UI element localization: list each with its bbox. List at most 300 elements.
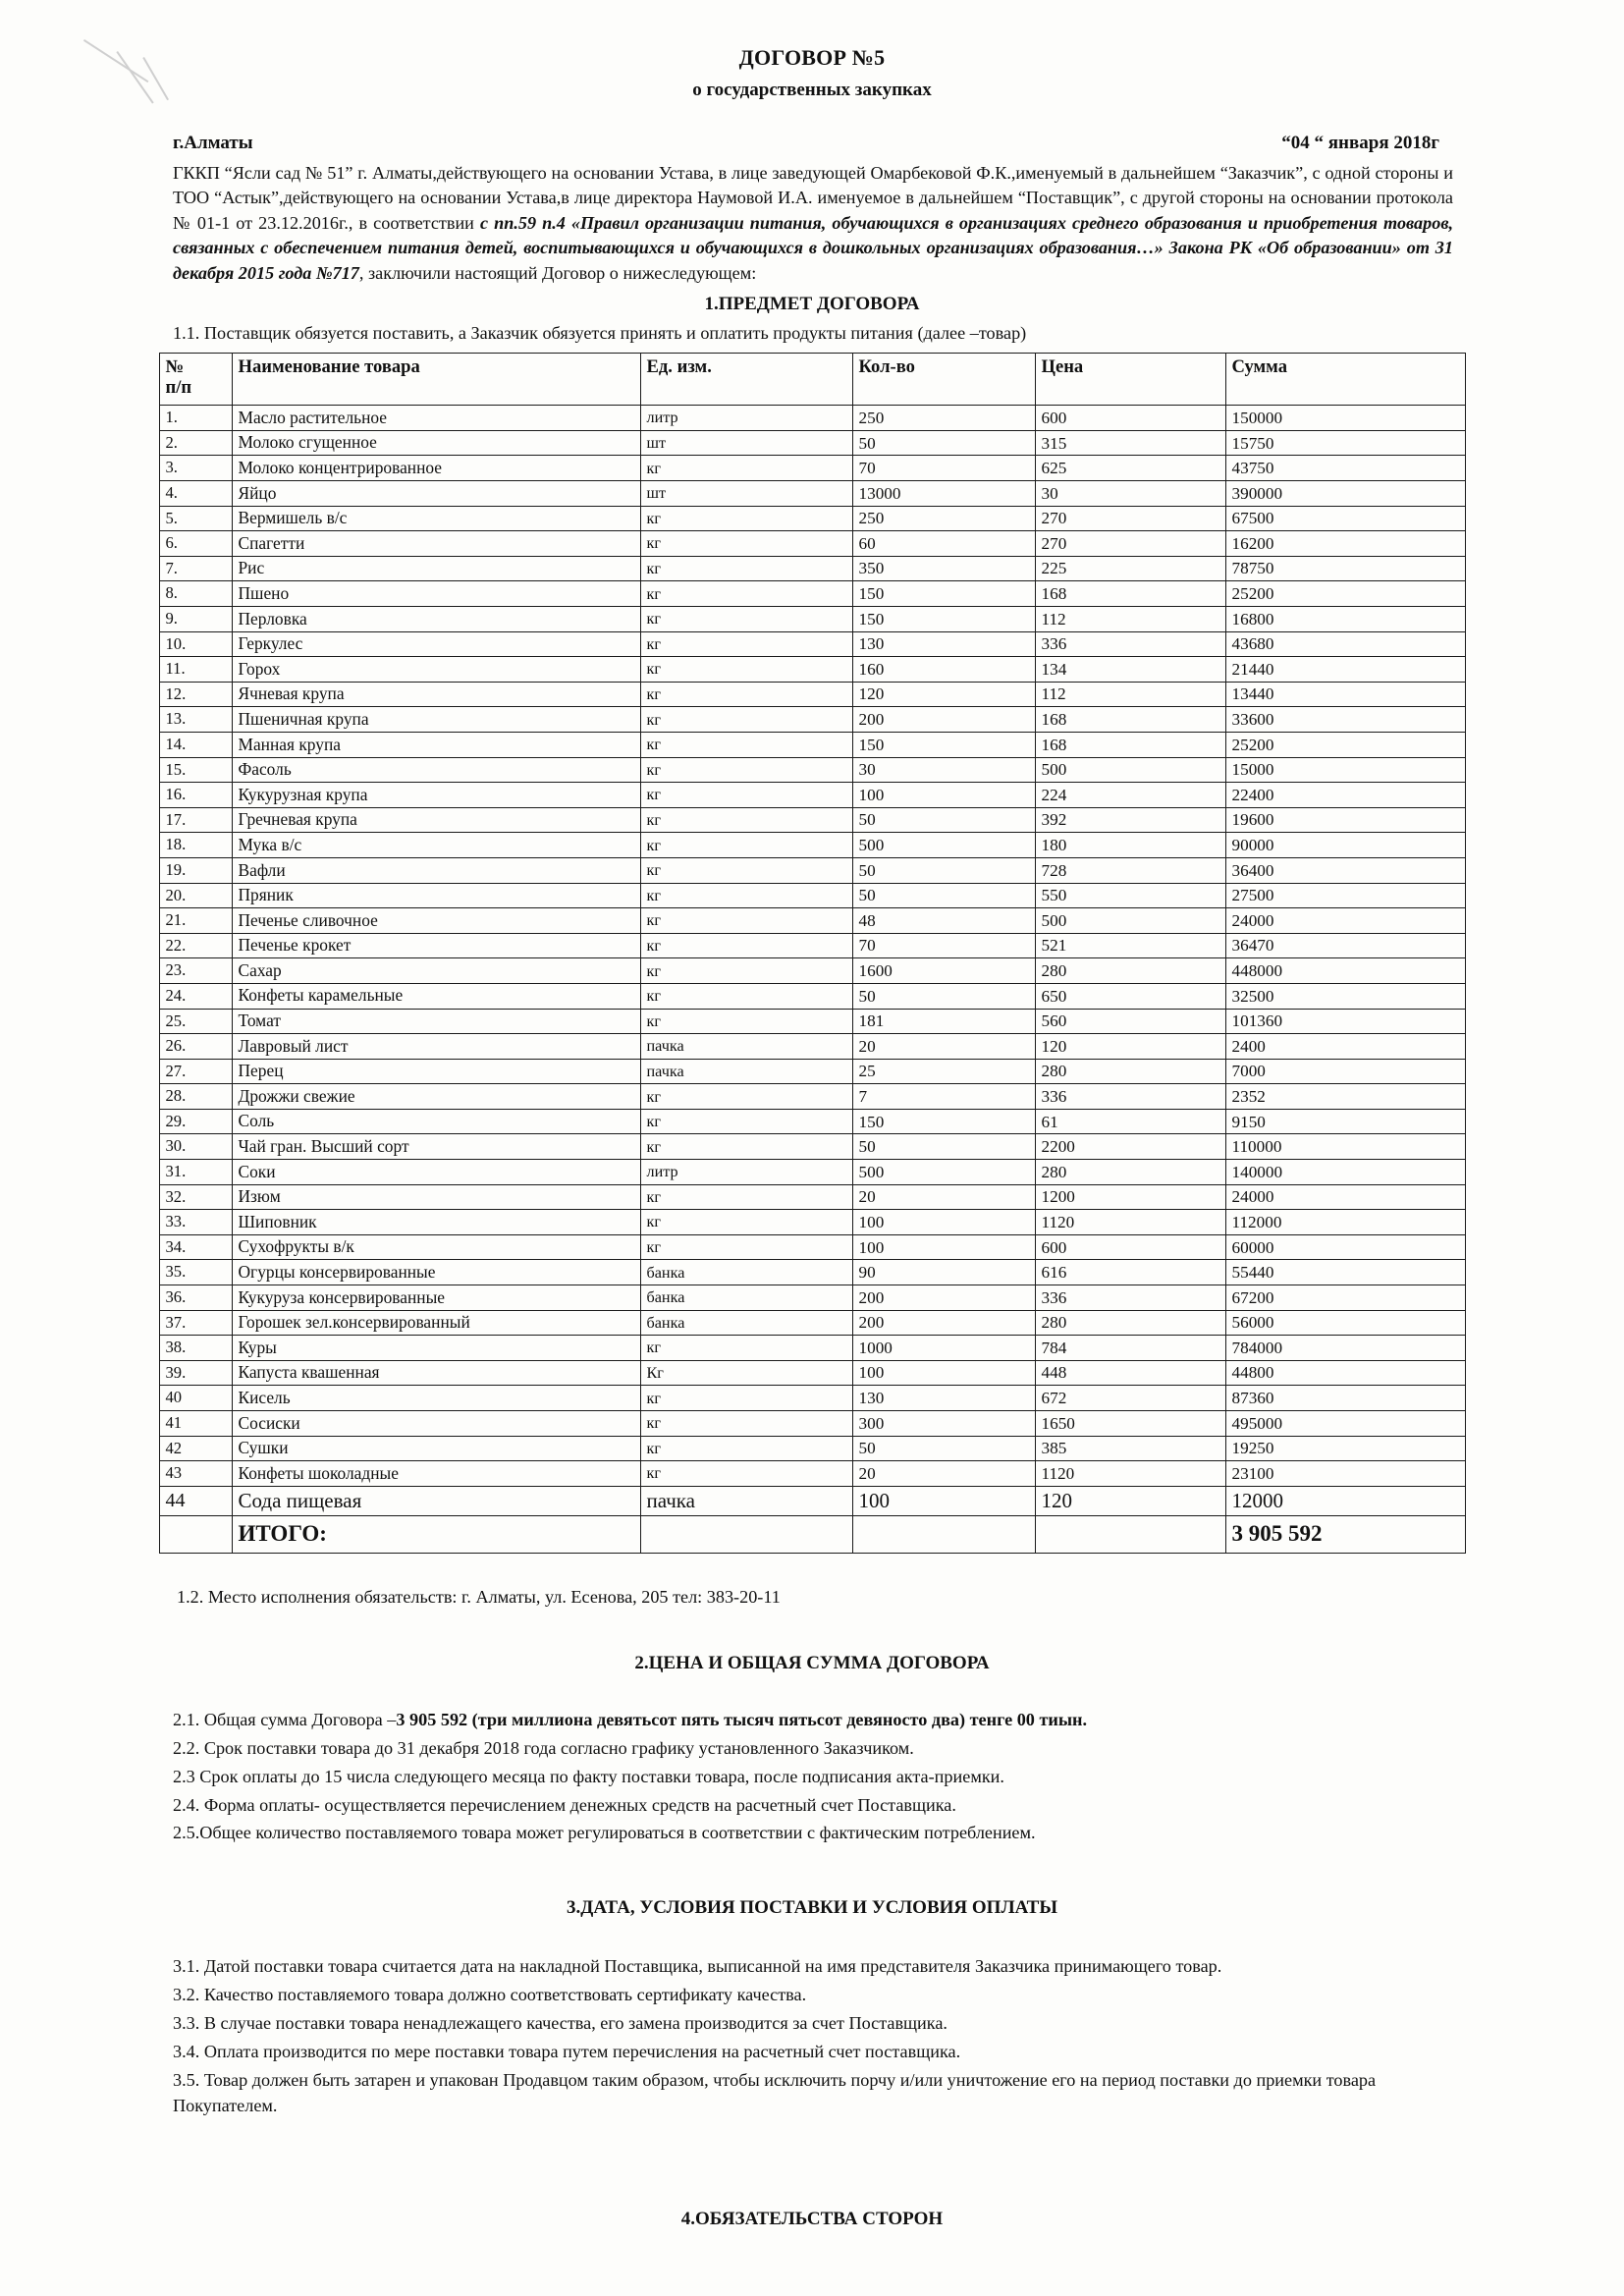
row-sum: 2352 (1225, 1084, 1465, 1110)
row-price: 180 (1035, 833, 1225, 858)
table-row (159, 1486, 1465, 1516)
row-name: Изюм (232, 1184, 640, 1210)
row-unit: кг (640, 1134, 852, 1160)
row-unit: кг (640, 933, 852, 958)
row-sum: 78750 (1225, 556, 1465, 581)
row-unit: кг (640, 682, 852, 707)
row-qty: 100 (852, 1234, 1035, 1260)
row-no: 28. (159, 1084, 232, 1110)
row-no: 27. (159, 1059, 232, 1084)
clause-2-1-prefix: 2.1. Общая сумма Договора – (173, 1710, 397, 1730)
row-unit: кг (640, 1461, 852, 1487)
goods-table (159, 353, 1466, 1554)
row-qty: 250 (852, 406, 1035, 431)
row-price: 168 (1035, 707, 1225, 733)
row-unit: кг (640, 783, 852, 808)
row-price: 280 (1035, 958, 1225, 984)
row-price: 112 (1035, 607, 1225, 632)
row-no: 44 (159, 1486, 232, 1516)
row-no: 16. (159, 783, 232, 808)
row-price: 1120 (1035, 1461, 1225, 1487)
row-sum: 15000 (1225, 757, 1465, 783)
table-row (159, 1360, 1465, 1386)
clause-2-3: 2.3 Срок оплаты до 15 числа следующего месяца по факту поставки товара, после подписания акта-приемки. (173, 1766, 1004, 1786)
row-unit: кг (640, 833, 852, 858)
row-name: Перловка (232, 607, 640, 632)
table-row (159, 933, 1465, 958)
clause-2-1-amount: 3 905 592 (три миллиона девятьсот пять тысяч пятьсот девяносто два) тенге 00 тиын. (396, 1710, 1088, 1730)
section-3-clauses (0, 1954, 1624, 2118)
row-qty: 120 (852, 682, 1035, 707)
table-row (159, 1210, 1465, 1235)
total-empty-unit (640, 1516, 852, 1554)
total-empty-no (159, 1516, 232, 1554)
column-header-name: Наименование товара (232, 354, 640, 406)
row-unit: кг (640, 1109, 852, 1134)
row-qty: 130 (852, 1386, 1035, 1411)
row-unit: банка (640, 1310, 852, 1336)
row-qty: 300 (852, 1411, 1035, 1437)
row-qty: 13000 (852, 481, 1035, 507)
row-unit: кг (640, 732, 852, 757)
row-sum: 24000 (1225, 1184, 1465, 1210)
row-name: Томат (232, 1009, 640, 1034)
row-qty: 60 (852, 531, 1035, 557)
row-name: Сосиски (232, 1411, 640, 1437)
clause-1-2: 1.2. Место исполнения обязательств: г. Алматы, ул. Есенова, 205 тел: 383-20-11 (177, 1587, 781, 1608)
row-no: 3. (159, 456, 232, 481)
table-row (159, 430, 1465, 456)
row-sum: 390000 (1225, 481, 1465, 507)
row-price: 336 (1035, 1084, 1225, 1110)
row-price: 560 (1035, 1009, 1225, 1034)
row-no: 17. (159, 807, 232, 833)
row-price: 168 (1035, 732, 1225, 757)
row-sum: 55440 (1225, 1260, 1465, 1285)
row-name: Фасоль (232, 757, 640, 783)
row-no: 25. (159, 1009, 232, 1034)
table-row (159, 1411, 1465, 1437)
table-row (159, 1134, 1465, 1160)
row-qty: 200 (852, 1285, 1035, 1311)
row-name: Соль (232, 1109, 640, 1134)
row-price: 336 (1035, 631, 1225, 657)
row-unit: кг (640, 707, 852, 733)
clause-2-2: 2.2. Срок поставки товара до 31 декабря 2018 года согласно графику установленного Заказчиком. (173, 1737, 914, 1758)
row-qty: 1600 (852, 958, 1035, 984)
row-qty: 48 (852, 908, 1035, 934)
row-unit: кг (640, 1184, 852, 1210)
table-row (159, 1386, 1465, 1411)
goods-table-body (159, 406, 1465, 1516)
row-sum: 67200 (1225, 1285, 1465, 1311)
clause-2-4: 2.4. Форма оплаты- осуществляется перечислением денежных средств на расчетный счет Поставщика. (173, 1794, 956, 1815)
row-no: 41 (159, 1411, 232, 1437)
table-row (159, 1034, 1465, 1060)
row-price: 134 (1035, 657, 1225, 683)
row-no: 38. (159, 1336, 232, 1361)
row-qty: 7 (852, 1084, 1035, 1110)
table-row (159, 732, 1465, 757)
row-price: 2200 (1035, 1134, 1225, 1160)
row-price: 625 (1035, 456, 1225, 481)
row-sum: 44800 (1225, 1360, 1465, 1386)
row-name: Рис (232, 556, 640, 581)
section-3-heading: 3.ДАТА, УСЛОВИЯ ПОСТАВКИ И УСЛОВИЯ ОПЛАТЫ (567, 1897, 1057, 1919)
row-unit: кг (640, 607, 852, 632)
section-4-heading: 4.ОБЯЗАТЕЛЬСТВА СТОРОН (680, 2209, 944, 2230)
table-row (159, 833, 1465, 858)
intro-text-part1: ГККП “Ясли сад № 51” г. Алматы,действующего на основании Устава, в лице заведующей Омарбековой Ф.К.,именуемый в дальнейшем “Заказчик”, с одной стороны и ТОО “Астык”,действующего на основании Устава,в лице директора Наумовой И.А. именуемое в дальнейшем “Поставщик”, с другой стороны на основании протокола № 01-1 от 23.12.2016г., в соответствии (173, 163, 1453, 233)
row-name: Кисель (232, 1386, 640, 1411)
row-no: 10. (159, 631, 232, 657)
row-no: 2. (159, 430, 232, 456)
row-price: 616 (1035, 1260, 1225, 1285)
column-header-unit: Ед. изм. (640, 354, 852, 406)
row-qty: 350 (852, 556, 1035, 581)
row-price: 120 (1035, 1486, 1225, 1516)
row-price: 500 (1035, 757, 1225, 783)
column-header-price: Цена (1035, 354, 1225, 406)
table-row (159, 1059, 1465, 1084)
table-row (159, 857, 1465, 883)
row-name: Пряник (232, 883, 640, 908)
row-price: 168 (1035, 581, 1225, 607)
row-unit: кг (640, 1084, 852, 1110)
table-row (159, 1234, 1465, 1260)
row-name: Горох (232, 657, 640, 683)
row-name: Конфеты карамельные (232, 983, 640, 1009)
row-no: 29. (159, 1109, 232, 1134)
row-qty: 20 (852, 1184, 1035, 1210)
row-sum: 448000 (1225, 958, 1465, 984)
row-sum: 32500 (1225, 983, 1465, 1009)
section-1-heading: 1.ПРЕДМЕТ ДОГОВОРА (704, 294, 920, 315)
row-qty: 50 (852, 430, 1035, 456)
table-row (159, 556, 1465, 581)
row-unit: кг (640, 883, 852, 908)
title-block (0, 45, 1624, 101)
row-qty: 70 (852, 933, 1035, 958)
table-row (159, 607, 1465, 632)
clause-3-4: 3.4. Оплата производится по мере поставки товара путем перечисления на расчетный счет поставщика. (173, 2041, 961, 2061)
row-sum: 56000 (1225, 1310, 1465, 1336)
row-price: 280 (1035, 1310, 1225, 1336)
row-sum: 19600 (1225, 807, 1465, 833)
table-row (159, 481, 1465, 507)
row-unit: кг (640, 456, 852, 481)
row-sum: 21440 (1225, 657, 1465, 683)
row-no: 14. (159, 732, 232, 757)
row-qty: 90 (852, 1260, 1035, 1285)
row-qty: 100 (852, 1210, 1035, 1235)
row-price: 650 (1035, 983, 1225, 1009)
row-no: 34. (159, 1234, 232, 1260)
row-qty: 200 (852, 1310, 1035, 1336)
row-no: 21. (159, 908, 232, 934)
row-no: 20. (159, 883, 232, 908)
row-name: Пшеничная крупа (232, 707, 640, 733)
row-unit: кг (640, 1210, 852, 1235)
table-row (159, 1461, 1465, 1487)
row-no: 39. (159, 1360, 232, 1386)
row-no: 36. (159, 1285, 232, 1311)
row-sum: 43750 (1225, 456, 1465, 481)
row-price: 600 (1035, 406, 1225, 431)
row-unit: кг (640, 807, 852, 833)
row-unit: кг (640, 556, 852, 581)
row-name: Сушки (232, 1436, 640, 1461)
column-header-sum: Сумма (1225, 354, 1465, 406)
row-price: 112 (1035, 682, 1225, 707)
table-row (159, 456, 1465, 481)
row-price: 392 (1035, 807, 1225, 833)
row-price: 120 (1035, 1034, 1225, 1060)
row-no: 6. (159, 531, 232, 557)
row-name: Вафли (232, 857, 640, 883)
row-sum: 25200 (1225, 732, 1465, 757)
table-header-row (159, 354, 1465, 406)
row-name: Яйцо (232, 481, 640, 507)
table-row (159, 757, 1465, 783)
row-price: 1120 (1035, 1210, 1225, 1235)
row-qty: 200 (852, 707, 1035, 733)
row-qty: 50 (852, 1134, 1035, 1160)
document-title: ДОГОВОР №5 (738, 45, 886, 70)
row-no: 26. (159, 1034, 232, 1060)
row-unit: кг (640, 581, 852, 607)
row-qty: 500 (852, 1160, 1035, 1185)
row-price: 61 (1035, 1109, 1225, 1134)
intro-paragraph (0, 161, 1624, 286)
row-unit: банка (640, 1260, 852, 1285)
intro-text-part2: , заключили настоящий Договор о нижеследующем: (358, 262, 757, 283)
table-row (159, 1285, 1465, 1311)
row-price: 385 (1035, 1436, 1225, 1461)
row-sum: 495000 (1225, 1411, 1465, 1437)
row-no: 4. (159, 481, 232, 507)
row-name: Печенье сливочное (232, 908, 640, 934)
table-row (159, 1336, 1465, 1361)
row-name: Лавровый лист (232, 1034, 640, 1060)
row-no: 42 (159, 1436, 232, 1461)
row-unit: кг (640, 1009, 852, 1034)
row-price: 224 (1035, 783, 1225, 808)
row-sum: 22400 (1225, 783, 1465, 808)
row-no: 22. (159, 933, 232, 958)
row-qty: 30 (852, 757, 1035, 783)
table-row (159, 631, 1465, 657)
row-no: 30. (159, 1134, 232, 1160)
row-qty: 150 (852, 1109, 1035, 1134)
row-qty: 100 (852, 1486, 1035, 1516)
row-sum: 23100 (1225, 1461, 1465, 1487)
row-name: Печенье крокет (232, 933, 640, 958)
row-sum: 9150 (1225, 1109, 1465, 1134)
row-price: 550 (1035, 883, 1225, 908)
total-value: 3 905 592 (1225, 1516, 1465, 1554)
row-name: Пшено (232, 581, 640, 607)
row-name: Сахар (232, 958, 640, 984)
row-no: 7. (159, 556, 232, 581)
row-name: Кукурузная крупа (232, 783, 640, 808)
row-name: Горошек зел.консервированный (232, 1310, 640, 1336)
row-sum: 2400 (1225, 1034, 1465, 1060)
row-price: 315 (1035, 430, 1225, 456)
row-name: Чай гран. Высший сорт (232, 1134, 640, 1160)
row-unit: литр (640, 406, 852, 431)
row-price: 1650 (1035, 1411, 1225, 1437)
row-no: 5. (159, 506, 232, 531)
row-no: 31. (159, 1160, 232, 1185)
row-unit: кг (640, 631, 852, 657)
row-name: Соки (232, 1160, 640, 1185)
row-sum: 24000 (1225, 908, 1465, 934)
clause-3-1: 3.1. Датой поставки товара считается дата на накладной Поставщика, выписанной на имя представителя Заказчика принимающего товар. (173, 1956, 1222, 1977)
row-name: Куры (232, 1336, 640, 1361)
row-sum: 25200 (1225, 581, 1465, 607)
row-sum: 110000 (1225, 1134, 1465, 1160)
row-qty: 50 (852, 807, 1035, 833)
after-table-block (0, 1587, 1624, 1608)
column-header-no (159, 354, 232, 406)
table-row (159, 983, 1465, 1009)
row-sum: 150000 (1225, 406, 1465, 431)
clause-3-2: 3.2. Качество поставляемого товара должно соответствовать сертификату качества. (173, 1985, 807, 2005)
row-no: 18. (159, 833, 232, 858)
row-sum: 36470 (1225, 933, 1465, 958)
row-sum: 33600 (1225, 707, 1465, 733)
row-name: Манная крупа (232, 732, 640, 757)
clause-2-1 (173, 1708, 1451, 1733)
row-price: 672 (1035, 1386, 1225, 1411)
row-name: Молоко концентрированное (232, 456, 640, 481)
row-qty: 50 (852, 1436, 1035, 1461)
row-unit: шт (640, 430, 852, 456)
row-name: Спагетти (232, 531, 640, 557)
row-qty: 150 (852, 732, 1035, 757)
row-price: 500 (1035, 908, 1225, 934)
row-no: 12. (159, 682, 232, 707)
row-no: 8. (159, 581, 232, 607)
row-no: 24. (159, 983, 232, 1009)
row-qty: 100 (852, 783, 1035, 808)
row-qty: 150 (852, 607, 1035, 632)
table-row (159, 707, 1465, 733)
row-no: 35. (159, 1260, 232, 1285)
total-empty-qty (852, 1516, 1035, 1554)
table-row (159, 1109, 1465, 1134)
section-2-heading: 2.ЦЕНА И ОБЩАЯ СУММА ДОГОВОРА (634, 1653, 990, 1674)
row-qty: 50 (852, 857, 1035, 883)
row-sum: 27500 (1225, 883, 1465, 908)
row-name: Капуста квашенная (232, 1360, 640, 1386)
row-no: 33. (159, 1210, 232, 1235)
row-price: 280 (1035, 1059, 1225, 1084)
row-qty: 181 (852, 1009, 1035, 1034)
row-sum: 87360 (1225, 1386, 1465, 1411)
date-label: “04 “ января 2018г (1281, 133, 1439, 153)
row-unit: литр (640, 1160, 852, 1185)
row-no: 9. (159, 607, 232, 632)
row-sum: 60000 (1225, 1234, 1465, 1260)
row-price: 1200 (1035, 1184, 1225, 1210)
row-no: 15. (159, 757, 232, 783)
table-row (159, 1310, 1465, 1336)
row-name: Кукуруза консервированные (232, 1285, 640, 1311)
row-price: 30 (1035, 481, 1225, 507)
table-row (159, 1009, 1465, 1034)
table-row (159, 783, 1465, 808)
row-name: Вермишель в/с (232, 506, 640, 531)
row-price: 521 (1035, 933, 1225, 958)
row-name: Шиповник (232, 1210, 640, 1235)
row-unit: кг (640, 506, 852, 531)
table-row (159, 883, 1465, 908)
row-price: 728 (1035, 857, 1225, 883)
row-name: Молоко сгущенное (232, 430, 640, 456)
row-unit: Кг (640, 1360, 852, 1386)
row-name: Огурцы консервированные (232, 1260, 640, 1285)
row-sum: 90000 (1225, 833, 1465, 858)
row-qty: 1000 (852, 1336, 1035, 1361)
row-price: 336 (1035, 1285, 1225, 1311)
row-unit: шт (640, 481, 852, 507)
row-qty: 70 (852, 456, 1035, 481)
row-no: 32. (159, 1184, 232, 1210)
row-sum: 101360 (1225, 1009, 1465, 1034)
row-qty: 250 (852, 506, 1035, 531)
row-name: Ячневая крупа (232, 682, 640, 707)
row-qty: 20 (852, 1461, 1035, 1487)
row-sum: 12000 (1225, 1486, 1465, 1516)
row-sum: 16800 (1225, 607, 1465, 632)
row-no: 1. (159, 406, 232, 431)
column-header-no-line1: № (165, 356, 185, 378)
row-price: 784 (1035, 1336, 1225, 1361)
clause-3-3: 3.3. В случае поставки товара ненадлежащего качества, его замена производится за счет Поставщика. (173, 2012, 947, 2033)
table-row (159, 531, 1465, 557)
row-no: 23. (159, 958, 232, 984)
section-2-clauses (0, 1708, 1624, 1846)
total-empty-price (1035, 1516, 1225, 1554)
row-qty: 50 (852, 983, 1035, 1009)
row-sum: 19250 (1225, 1436, 1465, 1461)
column-header-qty: Кол-во (852, 354, 1035, 406)
row-qty: 160 (852, 657, 1035, 683)
row-name: Сода пищевая (232, 1486, 640, 1516)
city-label: г.Алматы (173, 133, 253, 153)
table-row (159, 958, 1465, 984)
clause-3-5: 3.5. Товар должен быть затарен и упакован Продавцом таким образом, чтобы исключить порчу и/или уничтожение его на период поставки до приемки товара Покупателем. (173, 2069, 1377, 2115)
row-name: Геркулес (232, 631, 640, 657)
row-name: Перец (232, 1059, 640, 1084)
row-unit: кг (640, 757, 852, 783)
table-row (159, 1160, 1465, 1185)
row-name: Дрожжи свежие (232, 1084, 640, 1110)
row-sum: 15750 (1225, 430, 1465, 456)
row-unit: кг (640, 958, 852, 984)
row-unit: кг (640, 1336, 852, 1361)
row-sum: 784000 (1225, 1336, 1465, 1361)
row-price: 600 (1035, 1234, 1225, 1260)
table-row (159, 1260, 1465, 1285)
row-no: 11. (159, 657, 232, 683)
row-price: 225 (1035, 556, 1225, 581)
row-unit: кг (640, 983, 852, 1009)
table-row (159, 581, 1465, 607)
row-qty: 25 (852, 1059, 1035, 1084)
